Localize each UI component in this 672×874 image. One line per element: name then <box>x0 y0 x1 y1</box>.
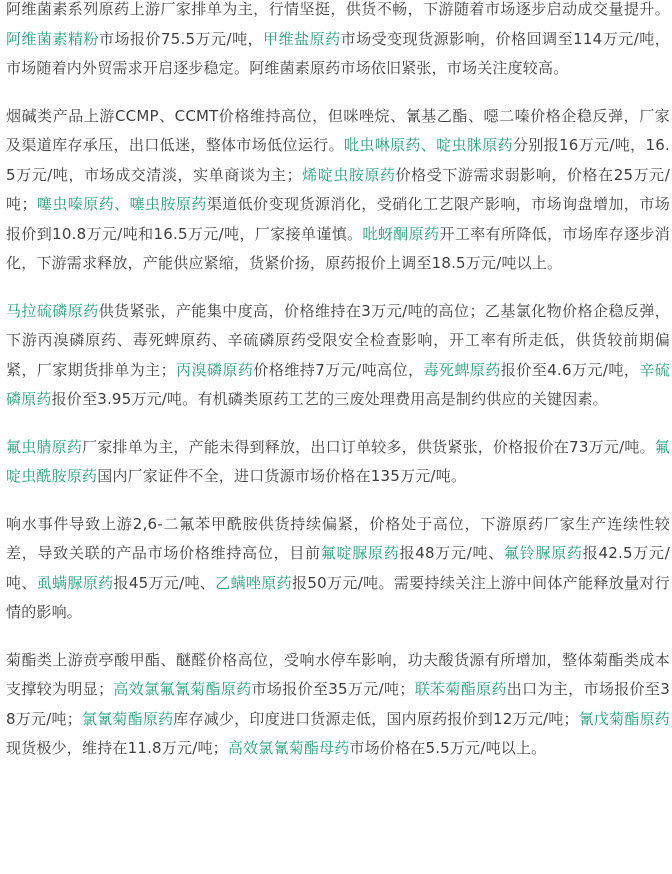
highlighted-product-name: 氰戊菊酯原药 <box>578 709 670 728</box>
highlighted-product-name: 噻虫嗪原药、噻虫胺原药 <box>36 195 207 213</box>
paragraph-text: 报45万元/吨、 <box>113 573 216 592</box>
paragraph-benzoylurea <box>6 510 670 628</box>
paragraph-neonicotinoid <box>6 102 670 279</box>
highlighted-product-name: 虱螨脲原药 <box>36 573 114 592</box>
paragraph-text: 价格受下游需求弱影响，价格在25万元/吨； <box>6 165 670 213</box>
highlighted-product-name: 丙溴磷原药 <box>175 360 254 379</box>
highlighted-product-name: 氟啶脲原药 <box>320 544 400 562</box>
highlighted-product-name: 高效氯氰菊酯母药 <box>227 739 350 757</box>
highlighted-product-name: 烯啶虫胺原药 <box>301 165 396 184</box>
paragraph-text: 国内厂家证件不全，进口货源市场价格在135万元/吨。 <box>97 467 467 485</box>
paragraph-text: 阿维菌素系列原药上游厂家排单为主，行情坚挺，供货不畅，下游随着市场逐步启动成交量提升。 <box>6 0 670 18</box>
paragraph-pyrethroid <box>6 646 670 764</box>
highlighted-product-name: 毒死蜱原药 <box>423 360 501 379</box>
highlighted-product-name: 辛硫磷原药 <box>6 360 670 408</box>
paragraph-organophosphate <box>6 297 670 415</box>
highlighted-product-name: 氯氰菊酯原药 <box>81 709 174 728</box>
paragraph-text: 报50万元/吨。需要持续关注上游中间体产能释放量对行情的影响。 <box>6 573 670 621</box>
highlighted-product-name: 高效氯氟氰菊酯原药 <box>113 680 252 698</box>
highlighted-product-name: 乙螨唑原药 <box>215 573 293 592</box>
paragraph-text: 报价至3.95万元/吨。有机磷类原药工艺的三废处理费用高是制约供应的关键因素。 <box>51 390 608 408</box>
highlighted-product-name: 甲维盐原药 <box>263 29 341 48</box>
paragraph-text: 市场价格在5.5万元/吨以上。 <box>349 739 547 757</box>
highlighted-product-name: 吡虫啉原药、啶虫脒原药 <box>343 136 513 154</box>
paragraph-text: 现货极少，维持在11.8万元/吨； <box>6 739 228 757</box>
paragraph-text: 供货紧张，产能集中度高，价格维持在3万元/吨的高位；乙基氯化物价格企稳反弹，下游丙溴磷原药、毒死蜱原药、辛硫磷原药受限安全检查影响，开工率有所走低，供货较前期偏紧，厂家期货排单为主； <box>6 301 671 379</box>
paragraph-fipronil <box>6 433 670 492</box>
paragraph-text: 响水事件导致上游2,6-二氟苯甲酰胺供货持续偏紧，价格处于高位，下游原药厂家生产连续性较差，导致关联的产品市场价格维持高位，目前 <box>6 514 670 562</box>
paragraph-text: 价格维持7万元/吨高位， <box>253 360 424 379</box>
paragraph-text: 报48万元/吨、 <box>399 544 505 562</box>
paragraph-text: 渠道低价变现货源消化，受硝化工艺限产影响，市场询盘增加，市场报价到10.8万元/吨和16.5万元/吨，厂家接单谨慎。 <box>6 195 670 243</box>
highlighted-product-name: 氟啶虫酰胺原药 <box>6 437 670 485</box>
paragraph-text: 烟碱类产品上游CCMP、CCMT价格维持高位，但咪唑烷、氰基乙酯、噁二嗪价格企稳反弹，厂家及渠道库存承压，出口低迷，整体市场低位运行。 <box>6 106 670 154</box>
paragraph-text: 厂家排单为主，产能未得到释放，出口订单较多，供货紧张，价格报价在73万元/吨。 <box>82 437 655 456</box>
paragraph-text: 出口为主，市场报价至38万元/吨； <box>6 680 671 728</box>
paragraph-text: 市场报价至35万元/吨； <box>251 680 415 698</box>
highlighted-product-name: 联苯菊酯原药 <box>414 680 507 698</box>
paragraph-text: 菊酯类上游贲亭酸甲酯、醚醛价格高位，受响水停车影响，功夫酸货源有所增加，整体菊酯类成本支撑较为明显； <box>6 650 670 698</box>
highlighted-product-name: 氟虫腈原药 <box>6 437 83 456</box>
paragraph-text: 开工率有所降低，市场库存逐步消化，下游需求释放，产能供应紧缩，货紧价扬，原药报价上调至18.5万元/吨以上。 <box>6 224 670 272</box>
paragraph-text: 市场受变现货源影响，价格回调至114万元/吨，市场随着内外贸需求开启逐步稳定。阿维菌素原药市场依旧紧张，市场关注度较高。 <box>6 29 670 77</box>
highlighted-product-name: 氟铃脲原药 <box>504 544 583 562</box>
paragraph-avermectin <box>6 0 670 84</box>
paragraph-text: 报价至4.6万元/吨， <box>500 360 640 379</box>
highlighted-product-name: 阿维菌素精粉 <box>6 29 100 48</box>
paragraph-text: 市场报价75.5万元/吨， <box>99 29 264 48</box>
paragraph-text: 分别报16万元/吨，16.5万元/吨，市场成交清淡，实单商谈为主； <box>6 136 671 184</box>
highlighted-product-name: 吡蚜酮原药 <box>362 224 440 243</box>
paragraph-text: 报42.5万元/吨、 <box>6 544 670 592</box>
paragraph-text: 库存减少，印度进口货源走低，国内原药报价到12万元/吨； <box>173 709 579 728</box>
highlighted-product-name: 马拉硫磷原药 <box>6 301 99 320</box>
